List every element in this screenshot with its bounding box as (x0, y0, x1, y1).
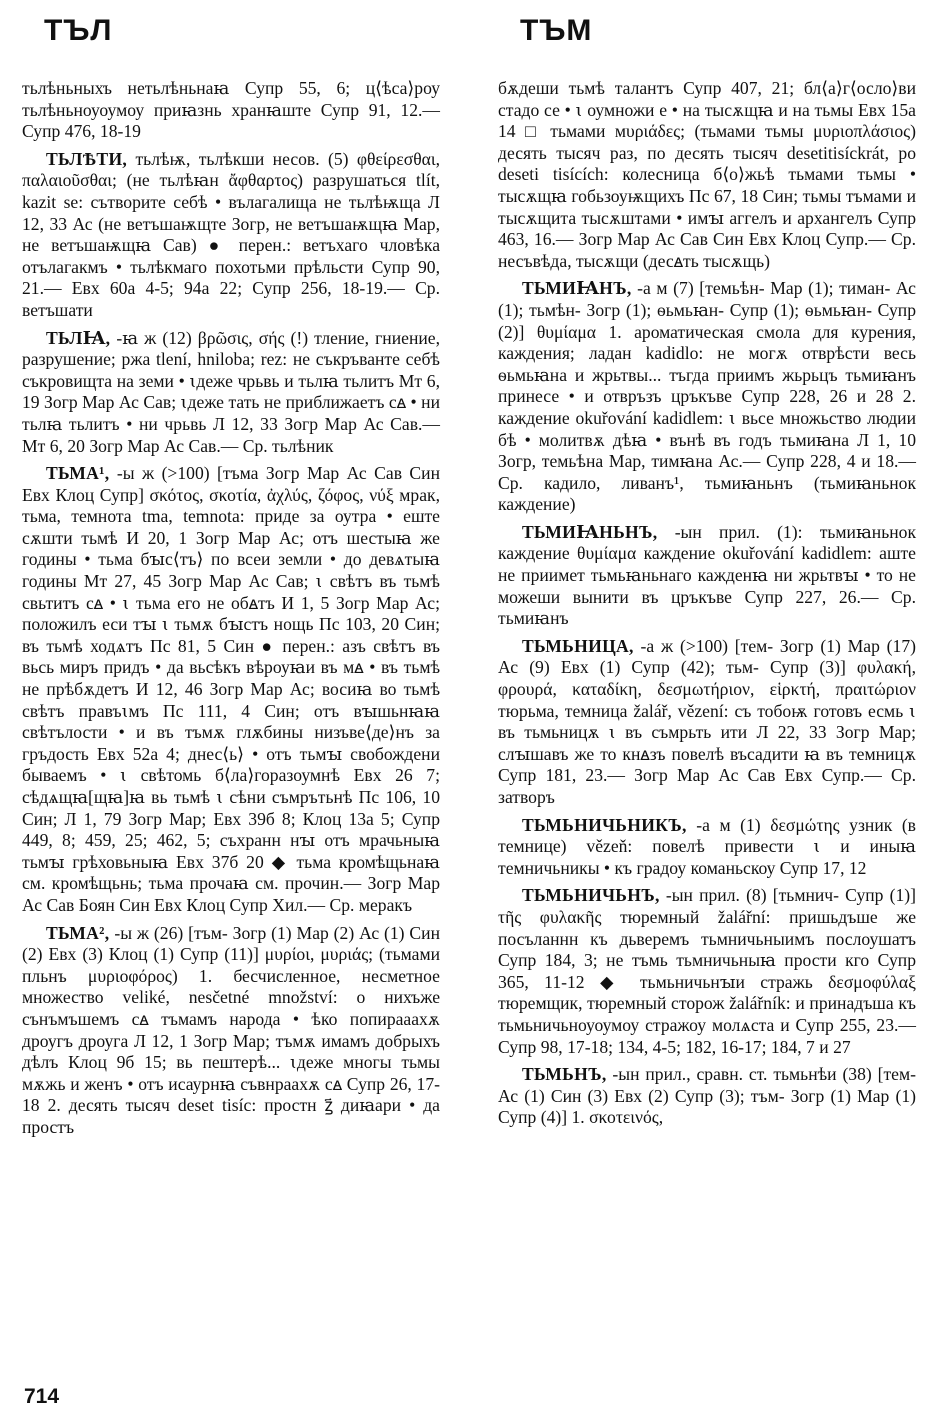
dictionary-entry (22, 328, 440, 458)
entry-body: -ын прил., сравн. ст. тьмьнѣи (38) [тем- Ас (1) Син (3) Евх (2) Супр (3); тъм- Зогр (1) Мар (1) Супр (4)] 1. σκοτεινός, (498, 1064, 916, 1128)
right-column (498, 78, 916, 1135)
entry-body: -а м (7) [темьѣн- Мар (1); тиман- Ас (1); тьмѣн- Зогр (1); ѳьмьꙗн- Супр (1); ѳьмьꙗн- Супр (2)] θυμίαμα 1. ароматическая смола для курения, каждения; ладан kadidlo: не могѫ отврѣсти весь ѳьмьꙗна и жрьтвы... тъгда приимъ жьрьцъ тьмиꙗнъ принесе • и отвръзъ цръкъве Супр 228, 26 и 28 2. каждение okuřování kadidlem: ꙇ вьсе множьство людии бѣ • молитвѫ дѣꙗ • вънѣ въ годъ тьмиꙗна Л 1, 10 Зогр, темьѣна Мар, тимꙗна Ас.— Супр 228, 4 и 18.— Ср. кадило, ливанъ¹, тьмиꙗньнъ (тьмиꙗньнок каждение) (498, 278, 916, 515)
headword: ТЬМЬНЪ, (522, 1064, 607, 1085)
entry-body: тьлѣѭ, тьлѣкши несов. (5) φθείρεσθαι, παλαιοῦσθαι; (не тьлѣꙗн ἄφθαρτος) разрушаться tlít, kazit se: сътворите себѣ • вълагалища не тьлѣѭща Л 12, 33 Ас (не ветъшаѭщте Зогр, не ветъшаѭщꙗ Мар, не ветъшаѭщꙗ Сав) ● перен.: ветъхаго чловѣка отълагакмъ • тьлѣкмаго похотьми прѣльсти Супр 90, 21.— Евх 60а 4-5; 94а 22; Супр 256, 18-19.— Ср. ветъшати (22, 148, 440, 320)
headword: ТЬЛѢТИ, (46, 148, 128, 169)
dictionary-entry (22, 463, 440, 916)
headword: ТЬМЬНИЧЬНЪ, (522, 885, 660, 906)
headword: ТЬМЬНИЧЬНИКЪ, (522, 814, 687, 835)
dictionary-entry (498, 522, 916, 630)
entry-body: -ы ж (26) [тъм- Зогр (1) Мар (2) Ас (1) Син (2) Евх (3) Клоц (1) Супр (11)] μυρίοι, μυριάς; (тьмами пльнъ μυριοφόρος) 1. бесчисленное, несметное множество veliké, nesčetné množství: о нихъже сънъмъшемъ сꙙ тъмамъ народа • ѣко попирааахѫ дроугъ дроуга Л 12, 1 Зогр Мар; тъмѫ имамъ добрыхъ дѣлъ Клоц 9б 15; вь пештерѣ... ꙇдеже многы тьмы мѫжь и женъ • отъ исаурнꙗ съвнраахѫ сꙙ Супр 26, 17-18 2. десять тысяч deset tisíc: простн ꙁ҃ диꙗари • да простъ (22, 922, 440, 1137)
dictionary-entry (498, 885, 916, 1058)
entry-body: -ын прил. (1): тьмиꙗньнок каждение θυμίαμα каждение okuřování kadidlem: аште не приимет тьмьꙗньнаго кажденꙗ ни жрьтвꙑ • то не можеши вынити въ цръкъве Супр 227, 26.— Ср. тьмиꙗнъ (498, 521, 916, 629)
entry-body: -ын прил. (8) [тьмнич- Супр (1)] τῆς φυλακῆς тюремный žalářní: пришьдъше же посъланнн къ дьверемъ тьмничьныимъ послоушатъ Супр 184, 3; не тъмь тьмничьныꙗ прости кго Супр 365, 11-12 ◆ тьмьничьнꙑи стражь δεσμοφύλαξ тюремщик, тюремный сторож žalářník: и принадъша къ тьмьничьноуоумоу стражоу молѧста и Супр 255, 23.— Супр 98, 17-18; 134, 4-5; 182, 16-17; 184, 7 и 27 (498, 885, 916, 1057)
entry-body: бѫдеши тьмѣ талантъ Супр 407, 21; бл⟨а⟩г⟨осло⟩ви стадо се • ꙇ оумножи е • на тысѫщꙗ и на тьмы Евх 15а 14 □ тьмами мυριάδες; (тьмами тьмы μυριοπλάσιος) десять тысяч раз, по десять тысяч desetitisíckrát, po deseti tisících: колесница б⟨о⟩жьѣ тьмами тьмы • тысѫщꙗ гобьзоуѭщихъ Пс 67, 18 Син; тьмы тъмами и тысѫщита тысѫштами • имꙑ аггелъ и архангелъ Супр 463, 16.— Зогр Мар Ас Сав Син Евх Клоц Супр.— Ср. несъвѣда, тысѫщи (десꙙть тысѫщь) (498, 78, 916, 271)
running-head-right: ТЪМ (520, 14, 593, 47)
entry-continuation (498, 78, 916, 272)
dictionary-entry (498, 636, 916, 809)
dictionary-entry (498, 1064, 916, 1129)
page-number: 714 (24, 1385, 60, 1408)
headword: ТЬМИꙖНЪ, (522, 278, 632, 299)
entry-body: -а м (1) δεσμώτης узник (в темнице) vězeň: повелѣ привести ꙇ и иныꙗ темничьникы • къ градоу команьскоу Супр 17, 12 (498, 814, 916, 878)
headword: ТЬМА², (46, 922, 110, 943)
headword: ТЬЛꙖ, (46, 327, 111, 348)
running-head-left: ТЪЛ (44, 14, 113, 47)
dictionary-entry (498, 815, 916, 880)
headword: ТЬМА¹, (46, 463, 110, 484)
dictionary-entry (22, 149, 440, 322)
entry-body: -а ж (>100) [тем- Зогр (1) Мар (17) Ас (9) Евх (1) Супр (42); тьм- Супр (3)] φυλακή, φρουρά, καταδίκη, δεσμωτήριον, εἱρκτή, πραιτώριον тюрьма, темница žalář, vězení: съ тобоѭ готовъ есмь ꙇ въ тьмьницѫ ꙇ въ съмрьть ити Л 22, 33 Зогр Мар; слꙑшавъ же то кнꙙзъ повелѣ въсадити ꙗ въ темницѫ Супр 181, 23.— Зогр Мар Ас Сав Евх Супр.— Ср. затворъ (498, 635, 916, 807)
entry-body: -ы ж (>100) [тъма Зогр Мар Ас Сав Син Евх Клоц Супр] σκότος, σκοτία, ἀχλύς, ζόφος, νύξ мрак, тьма, темнота tma, temnota: приде за оутра • еште сѫшти тьмѣ И 20, 1 Зогр Мар Ас; отъ шестыꙗ же годины • тьма бꙑс⟨тъ⟩ по всеи земли • до девѧтыꙗ годины Мт 27, 45 Зогр Мар Ас Сав; ꙇ свѣтъ въ тьмѣ свьтитъ сꙙ • ꙇ тьма его не обꙙтъ И 1, 5 Зогр Мар Ас; положилъ еси тꙑ ꙇ тьмѫ бꙑстъ нощь Пс 103, 20 Син; въ тьмѣ ходѧтъ Пс 81, 5 Син ● перен.: азъ свѣтъ въ вьсь миръ придъ • да вьсѣкъ вѣроуꙗи въ мꙙ • въ тьмѣ не прѣбѫдетъ И 12, 46 Зогр Мар Ас; восиꙗ во тьмѣ свѣтъ правъꙇмъ Пс 111, 4 Син; отъ вꙑшьнꙗꙗ свѣтълости • и въ тъмѫ глѫбины низъве⟨де⟩нъ за гръдость Евх 52а 4; днес⟨ь⟩ • отъ тьмꙑ свобождени бываемъ • ꙇ свѣтомь б⟨ла⟩горазоумнѣ Евх 26 7; сѣдѧщꙗ[щꙗ]ꙗ вь тьмѣ ꙇ сѣни съмрътьнѣ Пс 106, 10 Син; Л 1, 79 Зогр Мар; Евх 39б 8; Клоц 13а 5; Супр 449, 8; 459, 25; 462, 5; съхранн нꙑ отъ мрачьныꙗ тьмꙑ грѣховьныꙗ Евх 37б 20 ◆ тьма кромѣщьнаꙗ см. кромѣщьнь; тьма прочаꙗ см. прочин.— Зогр Мар Ас Сав Боян Син Евх Клоц Супр Хил.— Ср. меракъ (22, 463, 440, 915)
dictionary-entry (22, 923, 440, 1139)
left-column (22, 78, 440, 1145)
headword: ТЬМИꙖНЬНЪ, (522, 521, 658, 542)
entry-body: -ꙗ ж (12) βρῶσις, σής (!) тление, гниение, разрушение; ржа tlení, hniloba; rez: не съкръванте себѣ съкровищта на земи • ꙇдеже чрьвь и тьлꙗ тьлитъ Мт 6, 19 Зогр Мар Ас Сав; ꙇдеже тать не приближаетъ сꙙ • ни тьлꙗ тьлитъ • ни чрьвь Л 12, 33 Зогр Мар Ас Сав.— Мт 6, 20 Зогр Мар Ас Сав.— Ср. тьлѣник (22, 327, 440, 456)
entry-continuation (22, 78, 440, 143)
dictionary-entry (498, 278, 916, 516)
headword: ТЬМЬНИЦА, (522, 635, 634, 656)
entry-body: тьлѣньныхъ нетьлѣньнаꙗ Супр 55, 6; ц⟨ѣса⟩роу тьлѣньноуоумоу приꙗзнь хранꙗште Супр 91, 12.— Супр 476, 18-19 (22, 78, 440, 142)
